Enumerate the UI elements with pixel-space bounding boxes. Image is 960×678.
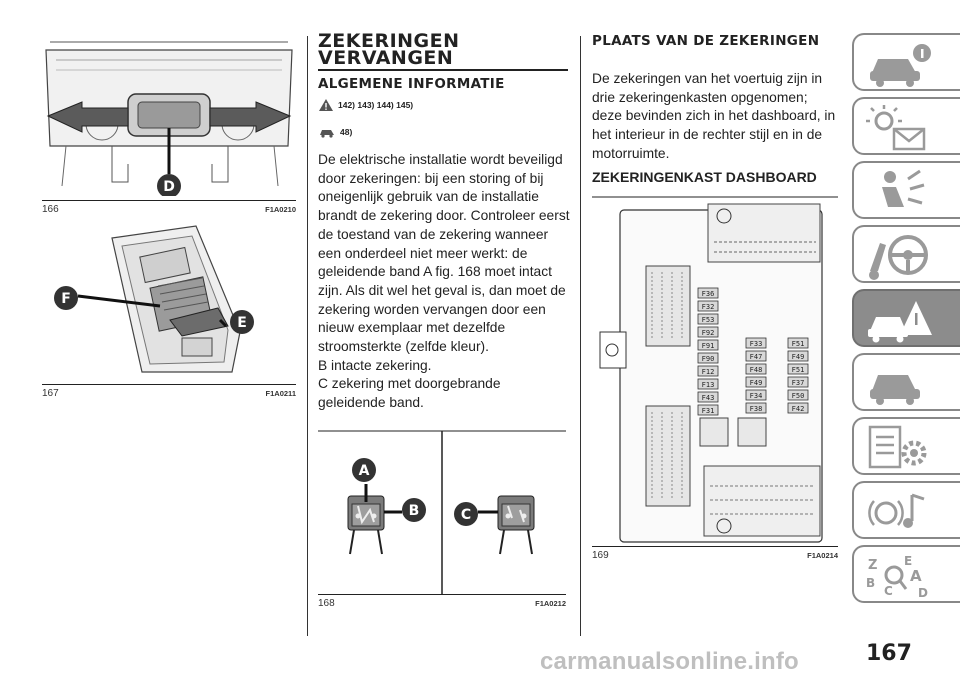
svg-text:E: E [904,554,913,568]
car-caution-icon [318,126,336,138]
figure-168 [318,430,566,610]
fuse-label: F42 [791,404,805,413]
specs-gear-icon [864,423,934,473]
fuse-label: F47 [749,352,763,361]
column-divider [307,36,308,636]
svg-text:Z: Z [868,558,878,573]
watermark: carmanualsonline.info [540,648,799,675]
key-steering-icon [864,231,934,281]
body-paragraph: B intacte zekering. [318,357,432,373]
fuse-label: F91 [701,341,715,350]
figure-166 [42,36,296,216]
tab-multimedia[interactable] [852,481,960,539]
section-body [318,151,570,413]
fuse-label: F53 [701,315,715,324]
fuse-comparison-illustration [318,430,566,596]
lights-mail-icon [864,103,934,153]
figure-code: F1A0212 [535,599,566,608]
figure-number: 166 [42,204,59,215]
fuse-cover-illustration [42,36,296,196]
tab-technical-data[interactable] [852,417,960,475]
body-paragraph: De elektrische installatie wordt beveiligd door zekeringen: bij een storing of bij oneigenlijk gebruik van de installatie brandt de zekering door. Controleer eerst de toestand van de zekering wanneer een onderdeel niet meer werkt: de geleidende band A fig. 168 moet intact zijn. Als dit wel het geval is, dan moet de zekering worden vervangen door een nieuw exemplaar met dezelfde stroomsterkte (zelfde kleur). [318,152,570,355]
figure-callout-b: B [408,503,420,519]
warning-references [318,98,413,112]
figure-167 [42,222,296,402]
fuse-label: F51 [791,365,805,374]
fuse-label: F12 [701,367,715,376]
tab-starting-driving[interactable] [852,225,960,283]
body-paragraph: De zekeringen van het voertuig zijn in drie zekeringenkasten opgenomen; deze bevinden zich in het dashboard, in het interieur in de rechter stijl en in de motorruimte. [592,71,836,161]
section-body [592,70,837,164]
open-fuse-box-illustration [42,222,296,382]
fuse-label: F49 [791,352,805,361]
body-paragraph: C zekering met doorgebrande geleidende band. [318,376,501,411]
section-title: ZEKERINGEN VERVANGEN [318,30,460,69]
figure-code: F1A0214 [807,551,838,560]
svg-text:A: A [910,567,922,585]
figure-callout-a: A [358,463,370,479]
car-info-icon [864,39,934,89]
index-letters-icon [864,551,934,601]
title-rule [318,69,568,71]
svg-text:C: C [884,584,893,598]
tab-car-info[interactable] [852,33,960,91]
figure-number: 167 [42,388,59,399]
warning-triangle-icon [318,98,334,112]
caution-references [318,126,352,138]
fuse-label: F51 [791,339,805,348]
fuse-label: F92 [701,328,715,337]
fuse-label: F90 [701,354,715,363]
dashboard-fuse-box-diagram [592,196,838,546]
svg-text:B: B [866,576,876,590]
fuse-label: F33 [749,339,763,348]
multimedia-icon [864,487,934,537]
section-subtitle: ALGEMENE INFORMATIE [318,76,505,92]
caution-refs-text: 48) [340,127,353,137]
fuse-label: F31 [701,406,715,415]
tab-safety[interactable] [852,161,960,219]
fuse-label: F36 [701,289,715,298]
section-title: PLAATS VAN DE ZEKERINGEN [592,33,820,49]
tab-index[interactable] [852,545,960,603]
figure-code: F1A0210 [265,205,296,214]
fuse-label: F32 [701,302,715,311]
page-number: 167 [866,641,912,666]
tab-maintenance[interactable] [852,353,960,411]
fuse-label: F34 [749,391,763,400]
fuse-label: F38 [749,404,763,413]
figure-callout-f: F [61,291,71,307]
fuse-label: F37 [791,378,805,387]
figure-callout-e: E [237,315,247,331]
figure-code: F1A0211 [265,389,296,398]
fuse-label: F13 [701,380,715,389]
svg-text:D: D [918,586,928,600]
figure-callout-d: D [163,179,175,195]
car-warning-icon [864,295,934,345]
figure-callout-c: C [460,507,472,523]
warning-refs-text: 142) 143) 144) 145) [338,100,414,110]
fuse-label: F43 [701,393,715,402]
figure-number: 169 [592,550,609,561]
tab-emergency[interactable] [852,289,960,347]
airbag-seat-icon [864,167,934,217]
tab-lights-mail[interactable] [852,97,960,155]
figure-169 [592,196,838,564]
figure-number: 168 [318,598,335,609]
column-divider [580,36,581,636]
car-service-icon [864,359,934,409]
subsection-title: ZEKERINGENKAST DASHBOARD [592,169,817,185]
fuse-label: F48 [749,365,763,374]
fuse-label: F50 [791,391,805,400]
fuse-label: F49 [749,378,763,387]
